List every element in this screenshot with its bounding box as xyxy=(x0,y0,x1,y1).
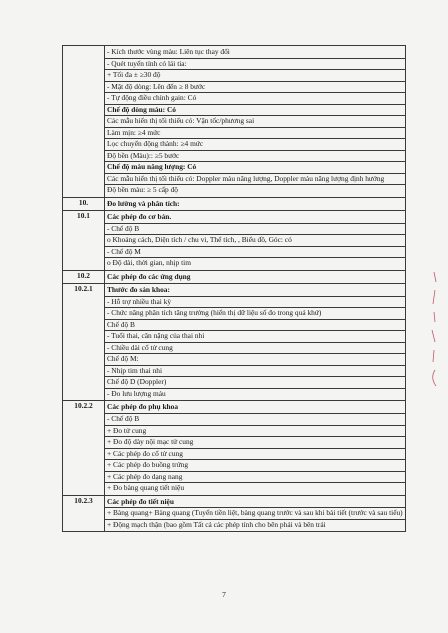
table-row xyxy=(63,401,406,495)
section-number: 10.2.3 xyxy=(63,495,105,532)
spec-line: + Động mạch thận (bao gồm Tất cả các phép tính cho bên phải và bên trái xyxy=(105,519,405,531)
page-number: 7 xyxy=(222,590,226,599)
spec-line: + Đo bàng quang tiết niệu xyxy=(105,482,405,494)
spec-line: Làm mịn: ≥4 mức xyxy=(105,127,405,139)
spec-line: Chế độ D (Doppler) xyxy=(105,376,405,388)
table-row xyxy=(63,270,406,284)
table-row xyxy=(63,211,406,271)
spec-line: - Chế độ M xyxy=(105,246,405,258)
section-content xyxy=(105,211,406,271)
spec-line: - Nhịp tim thai nhi xyxy=(105,365,405,377)
spec-line: + Các phép đo dạng nang xyxy=(105,471,405,483)
spec-line: + Bàng quang+ Bàng quang (Tuyến tiền liệt, bàng quang trước và sau khi bài tiết (trước và sau tiểu) xyxy=(105,507,405,519)
spec-line: Độ bền màu: ≥ 5 cấp độ xyxy=(105,184,405,196)
spec-line: + Đo độ dày nội mạc tử cung xyxy=(105,436,405,448)
spec-table xyxy=(62,45,406,532)
spec-line: Chế độ B xyxy=(105,319,405,331)
spec-line: Chế độ M: xyxy=(105,353,405,365)
table-row xyxy=(63,495,406,532)
table-row xyxy=(63,46,406,198)
margin-pen-mark xyxy=(426,270,440,390)
spec-line: - Chiều dài cổ tử cung xyxy=(105,342,405,354)
spec-line: + Các phép đo buồng trứng xyxy=(105,459,405,471)
spec-line: o Độ dài, thời gian, nhịp tim xyxy=(105,257,405,269)
section-heading: Chế độ dòng màu: Có xyxy=(105,104,405,116)
section-heading: Các phép đo các ứng dụng xyxy=(107,271,191,281)
table-row xyxy=(63,197,406,211)
spec-line: Các mẫu hiển thị tối thiểu có: Vận tốc/phương sai xyxy=(105,115,405,127)
section-heading: Thước đo sản khoa: xyxy=(107,285,170,295)
section-heading: Các phép đo cơ bản. xyxy=(107,212,172,222)
spec-line: o Khoảng cách, Diện tích / chu vi, Thể tích, , Biểu đồ, Góc: có xyxy=(105,234,405,246)
spec-line: - Chế độ B xyxy=(105,413,405,425)
section-heading: Các phép đo phụ khoa xyxy=(107,402,179,412)
table-row xyxy=(63,284,406,401)
section-number: 10.2.1 xyxy=(63,284,105,401)
section-content xyxy=(105,46,406,198)
section-heading: Các phép đo tiết niệu xyxy=(107,496,174,506)
section-number: 10.2 xyxy=(63,270,105,284)
section-content xyxy=(105,495,406,532)
spec-line: Lọc chuyển động thành: ≥4 mức xyxy=(105,138,405,150)
section-content xyxy=(105,284,406,401)
spec-line: + Đo tử cung xyxy=(105,425,405,437)
section-number: 10.1 xyxy=(63,211,105,271)
section-content xyxy=(105,401,406,495)
spec-line: - Tuổi thai, cân nặng của thai nhi xyxy=(105,330,405,342)
spec-line: - Hỗ trợ nhiều thai kỳ xyxy=(105,296,405,308)
section-content xyxy=(105,197,406,211)
section-heading: Chế độ màu năng lượng: Có xyxy=(105,161,405,173)
section-heading: Đo lường và phân tích: xyxy=(107,198,180,208)
section-number: 10.2.2 xyxy=(63,401,105,495)
spec-line: - Chức năng phân tích tăng trưởng (hiển thị dữ liệu số đo trong quá khứ) xyxy=(105,307,405,319)
spec-line: + Các phép đo cổ tử cung xyxy=(105,448,405,460)
spec-line: - Chế độ B xyxy=(105,223,405,235)
section-number xyxy=(63,46,105,198)
spec-line: - Quét tuyến tính có lái tia: xyxy=(105,58,405,70)
spec-line: - Tự động điều chỉnh gain: Có xyxy=(105,92,405,104)
spec-table-body xyxy=(63,46,406,532)
section-number: 10. xyxy=(63,197,105,211)
section-content xyxy=(105,270,406,284)
spec-line: + Tối đa ± ≥30 độ xyxy=(105,69,405,81)
spec-line: - Đo lưu lượng máu xyxy=(105,388,405,400)
spec-line: Độ bền (Màu):: ≥5 bước xyxy=(105,150,405,162)
spec-line: - Kích thước vùng màu: Liên tục thay đổi xyxy=(107,47,230,56)
spec-line: Các mẫu hiển thị tối thiểu có: Doppler màu năng lượng, Doppler màu năng lượng định hướng xyxy=(105,173,405,185)
spec-line: - Mật độ dòng: Lên đến ≥ 8 bước xyxy=(105,81,405,93)
